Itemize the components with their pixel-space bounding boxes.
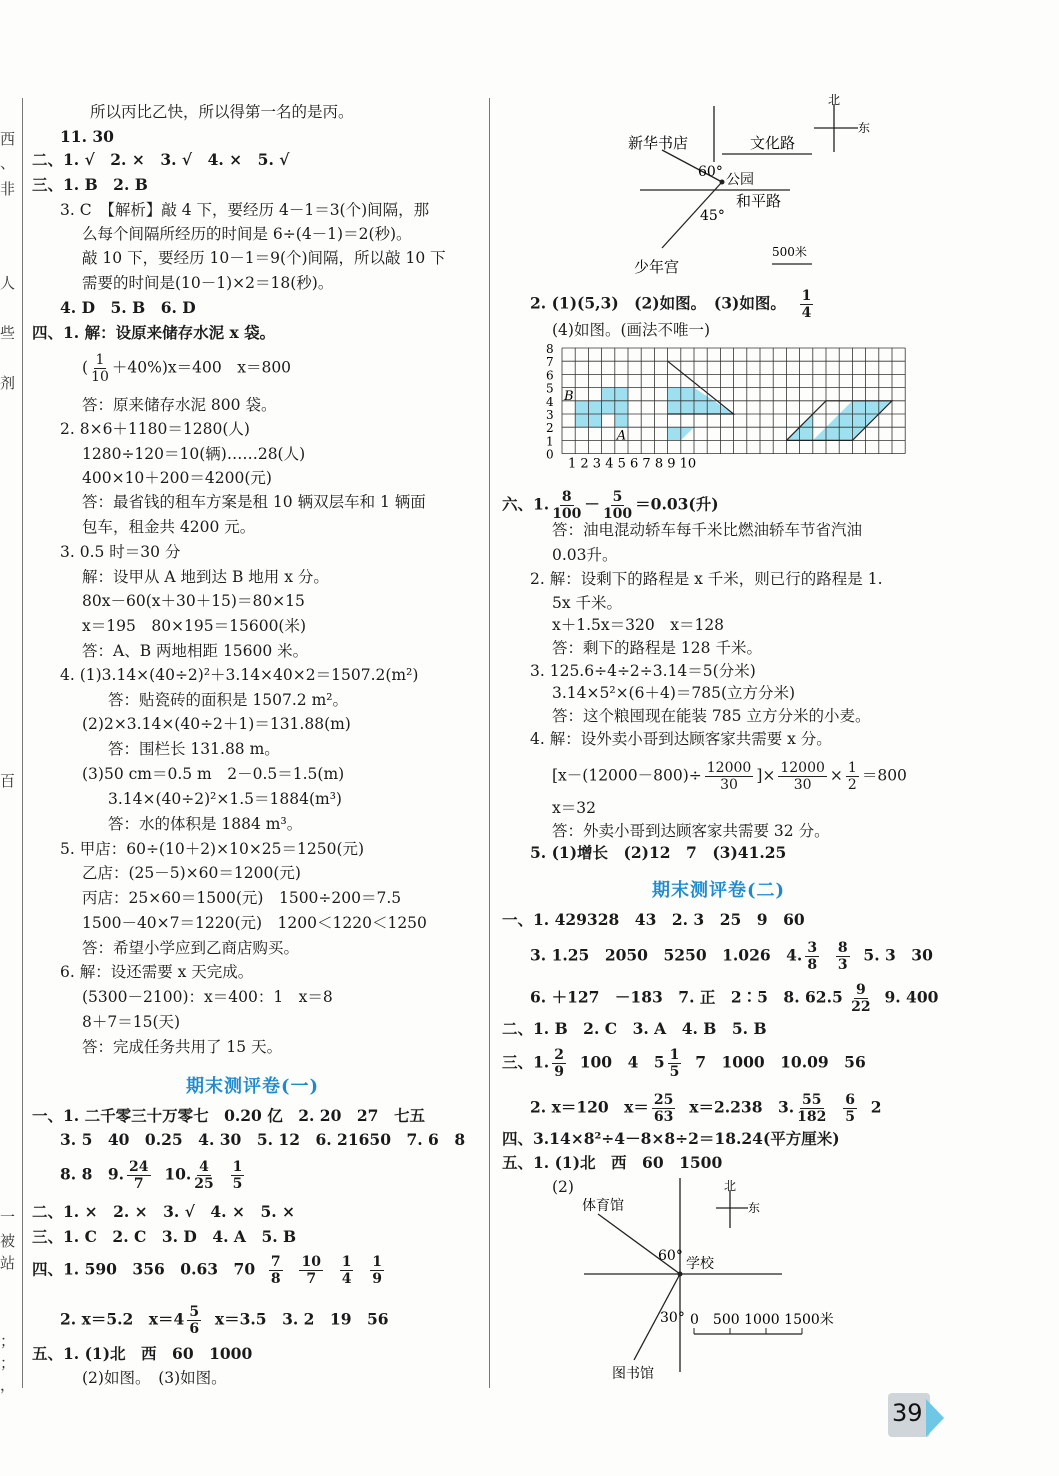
text-line: 11. 30: [60, 127, 114, 146]
text-line: 3. 125.6÷4÷2÷3.14＝5(分米): [530, 662, 756, 680]
text-line: 3.14×5²×(6＋4)＝785(立方分米): [552, 684, 796, 702]
angle-label: 45°: [700, 208, 725, 224]
text-line: x＝32: [552, 799, 596, 817]
fraction: [187, 1304, 201, 1337]
den: 3: [837, 957, 848, 973]
x-tick-labels: 1 2 3 4 5 6 7 8 9 10: [568, 456, 697, 472]
num: 9: [856, 982, 866, 998]
text: 四、1. 590 356 0.63 70: [32, 1259, 256, 1279]
edge-char: 被: [0, 1232, 16, 1250]
equation-line: [502, 1047, 866, 1080]
text-line: 二、1. √ 2. × 3. √ 4. × 5. √: [32, 150, 290, 169]
text-line: (2)如图。 (3)如图。: [82, 1369, 227, 1387]
num: 3: [807, 940, 818, 956]
y-tick-label: 5: [546, 381, 554, 396]
north-label: 北: [724, 1179, 737, 1193]
edge-char: 剂: [0, 374, 16, 392]
num: 12000: [706, 760, 752, 776]
fraction: [340, 1254, 354, 1287]
equation-line: [32, 1254, 387, 1287]
north-label: 北: [828, 93, 841, 107]
fraction: [652, 1092, 675, 1125]
equation-line: [60, 1304, 389, 1337]
den: 8: [807, 957, 818, 973]
text: 7 1000 10.09 56: [695, 1052, 866, 1072]
park-point: [720, 180, 725, 185]
text-line: 5. (1)增长 (2)12 7 (3)41.25: [530, 843, 787, 862]
text: (: [82, 358, 89, 377]
fraction: [91, 352, 109, 385]
fraction: [269, 1254, 283, 1287]
num: 2: [554, 1047, 564, 1063]
text-line: 1280÷120＝10(辆)……28(人): [82, 445, 306, 463]
den: 30: [793, 777, 812, 793]
scale-label: 0 500 1000 1500米: [690, 1312, 834, 1328]
text: 5. 3 30: [863, 945, 933, 965]
edge-char: 、: [0, 154, 16, 172]
angle-label: 60°: [698, 164, 723, 180]
text: [x－(12000－800)÷: [552, 766, 702, 785]
east-label: 东: [858, 121, 871, 135]
den: 100: [552, 506, 582, 522]
text-line: 需要的时间是(10－1)×2＝18(秒)。: [82, 274, 334, 292]
text-line: 一、1. 429328 43 2. 3 25 9 60: [502, 910, 805, 929]
text: 100 4 5: [579, 1052, 665, 1072]
text-line: (2): [552, 1178, 574, 1196]
gym-label: 体育馆: [582, 1198, 624, 1214]
equation-line: [82, 352, 291, 385]
edge-char: 西: [0, 130, 16, 148]
text: 2: [870, 1097, 882, 1117]
text: 3. 1.25 2050 5250 1.026 4.: [530, 945, 803, 965]
den: 5: [845, 1109, 855, 1125]
text-line: 答：油电混动轿车每千米比燃油轿车节省汽油: [552, 521, 863, 539]
text-line: 400×10＋200＝4200(元): [82, 469, 272, 487]
den: 4: [341, 1271, 352, 1287]
text-line: 4. 解：设外卖小哥到达顾客家共需要 x 分。: [530, 730, 832, 748]
text: 9. 400: [884, 987, 939, 1007]
y-tick-label: 3: [546, 408, 554, 422]
edge-char: ；: [0, 1332, 16, 1350]
y-tick-label: 4: [546, 394, 554, 409]
angle-label: 30°: [660, 1310, 685, 1326]
edge-char: 百: [0, 772, 16, 790]
direction-map-2: [572, 1174, 872, 1384]
y-tick-label: 2: [546, 421, 554, 436]
text: 六、1.: [502, 494, 550, 514]
text: ＝0.03(升): [635, 494, 719, 514]
gym-line: [598, 1214, 680, 1274]
text-line: 答：最省钱的租车方案是租 10 辆双层车和 1 辆面: [82, 493, 426, 511]
text-line: 二、1. × 2. × 3. √ 4. × 5. ×: [32, 1202, 296, 1221]
den: 2: [847, 777, 857, 793]
text-line: 4. (1)3.14×(40÷2)²＋3.14×40×2＝1507.2(m²): [60, 666, 419, 684]
fraction: [299, 1254, 322, 1287]
text-line: 乙店：(25－5)×60＝1200(元): [82, 864, 301, 882]
num: 5: [612, 489, 623, 505]
num: 1: [341, 1254, 352, 1270]
num: 55: [802, 1092, 822, 1108]
fraction: [836, 940, 850, 973]
text-line: 答：贴瓷砖的面积是 1507.2 m²。: [108, 691, 349, 709]
left-margin-rule: [22, 98, 23, 1388]
equation-line: [530, 1092, 882, 1125]
den: 63: [653, 1109, 674, 1125]
den: 25: [194, 1176, 214, 1192]
text-line: 四、1. 解：设原来储存水泥 x 袋。: [32, 323, 276, 342]
text: ×: [829, 766, 843, 785]
y-tick-label: 7: [546, 355, 554, 370]
text: ]×: [756, 766, 776, 785]
text-line: 3. 5 40 0.25 4. 30 5. 12 6. 21650 7. 6 8: [60, 1130, 466, 1149]
text-line: 答：A、B 两地相距 15600 米。: [82, 642, 309, 660]
fraction: [851, 982, 870, 1015]
fraction: [778, 760, 827, 793]
text-line: 答：剩下的路程是 128 千米。: [552, 639, 762, 657]
text-line: 答：原来储存水泥 800 袋。: [82, 396, 277, 414]
edge-char: 站: [0, 1254, 16, 1272]
text-line: x＋1.5x＝320 x＝128: [552, 616, 725, 634]
den: 100: [602, 506, 633, 522]
text-line: 2. 解：设剩下的路程是 x 千米，则已行的路程是 1.: [530, 570, 883, 588]
y-tick-label: 6: [546, 368, 554, 383]
num: 1: [847, 760, 857, 776]
text: ＋40%)x＝400 x＝800: [111, 358, 292, 377]
y-tick-label: 1: [546, 434, 554, 449]
num: 5: [189, 1304, 200, 1320]
text: 2. (1)(5,3) (2)如图。 (3)如图。: [530, 293, 786, 313]
equation-line: [530, 940, 933, 973]
fraction: [705, 760, 754, 793]
fraction: [846, 760, 859, 793]
edge-char: 人: [0, 274, 16, 292]
school-label: 学校: [686, 1256, 714, 1272]
scale-label: 500米: [772, 245, 807, 259]
text: 2. x＝5.2 x＝4: [60, 1309, 185, 1329]
text: ＝800: [861, 766, 907, 785]
section-title: 期末测评卷(二): [652, 880, 786, 901]
num: 7: [270, 1254, 281, 1270]
east-label: 东: [748, 1201, 761, 1215]
wenhua-label: 文化路: [750, 134, 796, 152]
point-label-a: A: [616, 428, 627, 444]
direction-map-1: [622, 92, 882, 282]
section-title: 期末测评卷(一): [186, 1076, 320, 1097]
fraction: [231, 1159, 245, 1192]
text-line: 0.03升。: [552, 546, 618, 564]
text-line: 四、3.14×8²÷4－8×8÷2＝18.24(平方厘米): [502, 1129, 840, 1148]
den: 5: [669, 1064, 680, 1080]
page-number: 39: [892, 1399, 923, 1427]
fraction: [843, 1092, 857, 1125]
den: 7: [306, 1271, 317, 1287]
text-line: (5300－2100)：x＝400：1 x＝8: [82, 988, 333, 1006]
text-line: 包车，租金共 4200 元。: [82, 518, 256, 536]
den: 22: [851, 999, 871, 1015]
den: 6: [189, 1321, 200, 1337]
num: 1: [801, 288, 812, 304]
text: 8. 8 9.: [60, 1164, 125, 1184]
text-line: 答：外卖小哥到达顾客家共需要 32 分。: [552, 822, 830, 840]
text-line: 三、1. B 2. B: [32, 175, 148, 194]
num: 24: [129, 1159, 149, 1175]
num: 1: [232, 1159, 243, 1175]
fraction: [370, 1254, 384, 1287]
edge-char: ；: [0, 1354, 16, 1372]
angle-label: 60°: [658, 1248, 683, 1264]
fraction: [805, 940, 819, 973]
text-line: 5x 千米。: [552, 594, 623, 612]
coordinate-grid: [542, 344, 922, 476]
fraction: [668, 1047, 682, 1080]
den: 30: [720, 777, 738, 793]
num: 1: [669, 1047, 680, 1063]
fraction: [800, 288, 814, 321]
num: 6: [845, 1092, 855, 1108]
library-label: 图书馆: [612, 1366, 654, 1382]
num: 1: [372, 1254, 383, 1270]
num: 10: [301, 1254, 321, 1270]
text-line: 五、1. (1)北 西 60 1500: [502, 1153, 723, 1172]
fraction: [552, 1047, 566, 1080]
den: 7: [133, 1176, 144, 1192]
text-line: 8＋7＝15(天): [82, 1013, 181, 1031]
equation-line: [60, 1159, 247, 1192]
text: 三、1.: [502, 1052, 550, 1072]
heping-label: 和平路: [736, 192, 782, 210]
text-line: 么每个间隔所经历的时间是 6÷(4－1)＝2(秒)。: [82, 225, 412, 243]
num: 1: [95, 352, 105, 368]
edge-char: 非: [0, 180, 16, 198]
page-number-badge: [888, 1393, 946, 1443]
text-line: 二、1. B 2. C 3. A 4. B 5. B: [502, 1019, 767, 1038]
text-line: 解：设甲从 A 地到达 B 地用 x 分。: [82, 568, 329, 586]
text-line: (2)2×3.14×(40÷2＋1)＝131.88(m): [82, 715, 351, 733]
fraction: [797, 1092, 826, 1125]
den: 8: [270, 1271, 281, 1287]
edge-char: 一: [0, 1208, 16, 1226]
equation-line: 六、1. $\frac{8}{100}$ － $\frac{5}{100}$ ＝0.03(升): [502, 489, 719, 522]
text-line: 答：完成任务共用了 15 天。: [82, 1038, 283, 1056]
equation-line: [552, 760, 907, 793]
text-line: 2. 8×6＋1180＝1280(人): [60, 420, 250, 438]
fraction: [552, 489, 581, 522]
text-line: x＝195 80×195＝15600(米): [82, 617, 307, 635]
text-line: (3)50 cm＝0.5 m 2－0.5＝1.5(m): [82, 765, 345, 783]
fraction: [603, 489, 632, 522]
y-tick-label: 0: [546, 447, 554, 462]
bookstore-label: 新华书店: [628, 134, 689, 152]
text-line: 1500－40×7＝1220(元) 1200＜1220＜1250: [82, 914, 427, 932]
text: x＝3.5 3. 2 19 56: [214, 1309, 389, 1329]
text-line: 答：水的体积是 1884 m³。: [108, 815, 303, 833]
den: 182: [797, 1109, 827, 1125]
fraction: [127, 1159, 150, 1192]
text-line: 6. 解：设还需要 x 天完成。: [60, 963, 254, 981]
text-line: 敲 10 下，要经历 10－1＝9(个)间隔，所以敲 10 下: [82, 249, 446, 267]
arrow-icon: [926, 1399, 944, 1437]
text-line: 五、1. (1)北 西 60 1000: [32, 1344, 253, 1363]
edge-char: ，: [0, 1376, 16, 1394]
text: 2. x＝120 x＝: [530, 1097, 649, 1117]
point-label-b: B: [564, 388, 574, 404]
text-line: 80x－60(x＋30＋15)＝80×15: [82, 592, 305, 610]
equation-line: [530, 982, 938, 1015]
text-line: 丙店：25×60＝1500(元) 1500÷200＝7.5: [82, 889, 402, 907]
text-line: 三、1. C 2. C 3. D 4. A 5. B: [32, 1227, 297, 1246]
num: 4: [199, 1159, 209, 1175]
text-line: (4)如图。(画法不唯一): [552, 321, 711, 339]
text-line: 答：这个粮囤现在能装 785 立方分米的小麦。: [552, 707, 871, 725]
den: 9: [372, 1271, 383, 1287]
num: 8: [561, 489, 572, 505]
den: 5: [232, 1176, 243, 1192]
youth-palace-label: 少年宫: [634, 258, 680, 276]
num: 25: [653, 1092, 674, 1108]
den: 10: [91, 369, 109, 385]
equation-line: [530, 288, 816, 321]
text-line: 3. 0.5 时＝30 分: [60, 543, 181, 561]
text: 10.: [164, 1164, 192, 1184]
den: 9: [554, 1064, 564, 1080]
num: 12000: [780, 760, 825, 776]
text-line: 答：希望小学应到乙商店购买。: [82, 939, 300, 957]
text-line: 3. C 【解析】敲 4 下，要经历 4－1＝3(个)间隔，那: [60, 201, 430, 219]
text-line: 5. 甲店：60÷(10＋2)×10×25＝1250(元): [60, 840, 365, 858]
park-label: 公园: [726, 172, 754, 188]
den: 4: [801, 305, 812, 321]
column-divider: [489, 98, 490, 1388]
text-line: 一、1. 二千零三十万零七 0.20 亿 2. 20 27 七五: [32, 1106, 425, 1125]
text-line: 3.14×(40÷2)²×1.5＝1884(m³): [108, 790, 342, 808]
y-tick-label: 8: [546, 344, 554, 356]
text-line: 答：围栏长 131.88 m。: [108, 740, 280, 758]
text: 6. ＋127 －183 7. 正 2∶5 8. 62.5: [530, 987, 843, 1007]
fraction: [194, 1159, 213, 1192]
school-point: [678, 1272, 683, 1277]
text-line: 所以丙比乙快，所以得第一名的是丙。: [90, 103, 354, 121]
text-line: 4. D 5. B 6. D: [60, 298, 196, 317]
text: x＝2.238 3.: [689, 1097, 795, 1117]
edge-char: 些: [0, 324, 16, 342]
num: 8: [837, 940, 848, 956]
